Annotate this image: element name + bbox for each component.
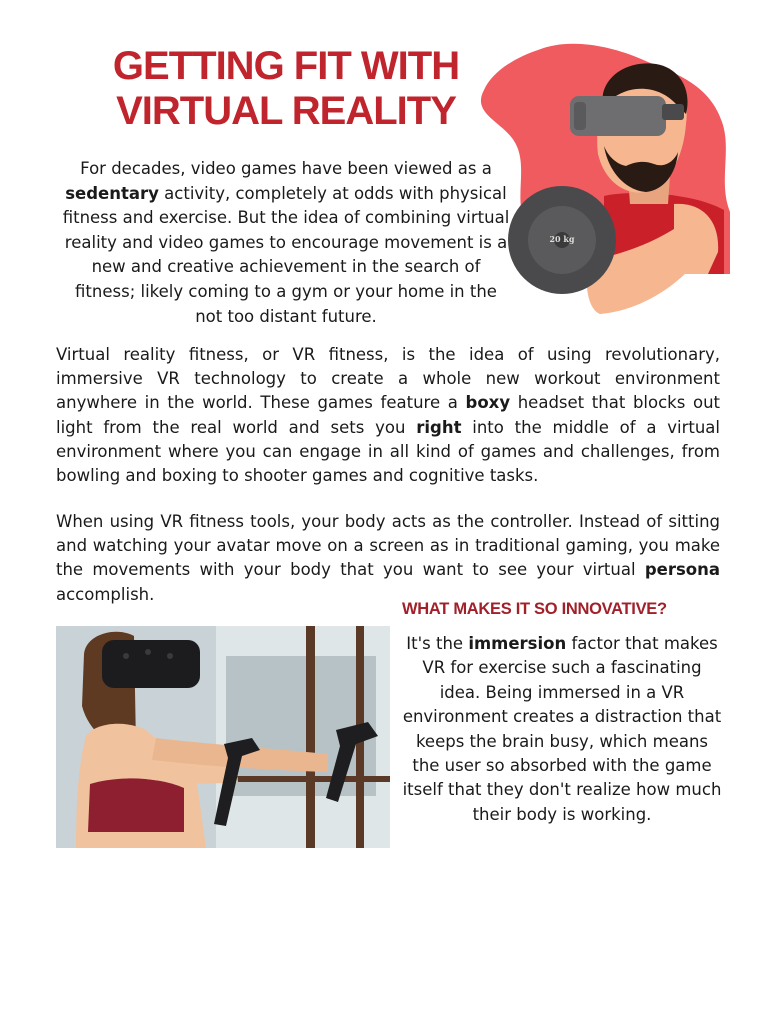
side-text-2: factor that makes VR for exercise such a fascinating idea. Being immersed in a VR environment creates a distraction that keeps the brain busy, which means the user so absorbed with the game itself that they don't realize how much their body is working. xyxy=(402,634,722,824)
title-line-1: GETTING FIT WITH xyxy=(112,44,460,88)
p1-text-2: headset that blocks out light from the real world and sets you xyxy=(56,393,720,437)
p2-bold-persona: persona xyxy=(644,560,720,580)
intro-paragraph xyxy=(60,157,512,329)
side-bold-immersion: immersion xyxy=(468,634,567,653)
headset-sensor-2 xyxy=(145,649,151,655)
vr-headset-lens-band xyxy=(574,102,586,130)
vr-headset-strap xyxy=(662,104,684,120)
p2-text-1: When using VR fitness tools, your body acts as the controller. Instead of sitting and watching your avatar move on a screen as in traditional gaming, you make the movements with your body that you want to see your virtual xyxy=(56,512,720,580)
window-frame-left xyxy=(306,626,315,848)
headset-sensor-1 xyxy=(123,653,129,659)
intro-text-1: For decades, video games have been viewed as a xyxy=(80,159,492,178)
p1-text-3: into the middle of a virtual environment where you can engage in all kind of games and challenges, from bowling and boxing to shooter games and cognitive tasks. xyxy=(56,417,720,486)
vr-woman-photo xyxy=(56,626,390,848)
p2-text-2: accomplish. xyxy=(56,584,155,604)
side-text-1: It's the xyxy=(406,634,469,653)
subheading-innovative: WHAT MAKES IT SO INNOVATIVE? xyxy=(402,600,667,618)
paragraph-vr-fitness xyxy=(56,343,720,488)
p1-text-1: Virtual reality fitness, or VR fitness, is the idea of using revolutionary, immersive VR technology to create a whole new workout environment anywhere in the world. These games feature a xyxy=(56,345,720,413)
vr-headset-device-icon xyxy=(102,640,200,688)
sports-bra xyxy=(88,778,184,832)
intro-text-2: activity, completely at odds with physical fitness and exercise. But the idea of combining virtual reality and video games to encourage movement is a new and creative achievement in the search of fitness; likely coming to a gym or your home in the not too distant future. xyxy=(62,183,510,326)
headset-sensor-3 xyxy=(167,653,173,659)
paragraph-body-controller xyxy=(56,510,720,607)
page-title xyxy=(96,44,476,134)
window-frame-bar xyxy=(216,776,390,782)
title-line-2: VIRTUAL REALITY xyxy=(116,89,456,133)
p1-bold-right: right xyxy=(416,417,462,437)
sidebar-paragraph-immersion xyxy=(402,632,722,827)
p1-bold-boxy: boxy xyxy=(465,393,511,413)
dumbbell-label: 20 kg xyxy=(549,234,575,244)
vr-fitness-illustration xyxy=(478,42,732,332)
intro-bold-sedentary: sedentary xyxy=(65,183,159,203)
